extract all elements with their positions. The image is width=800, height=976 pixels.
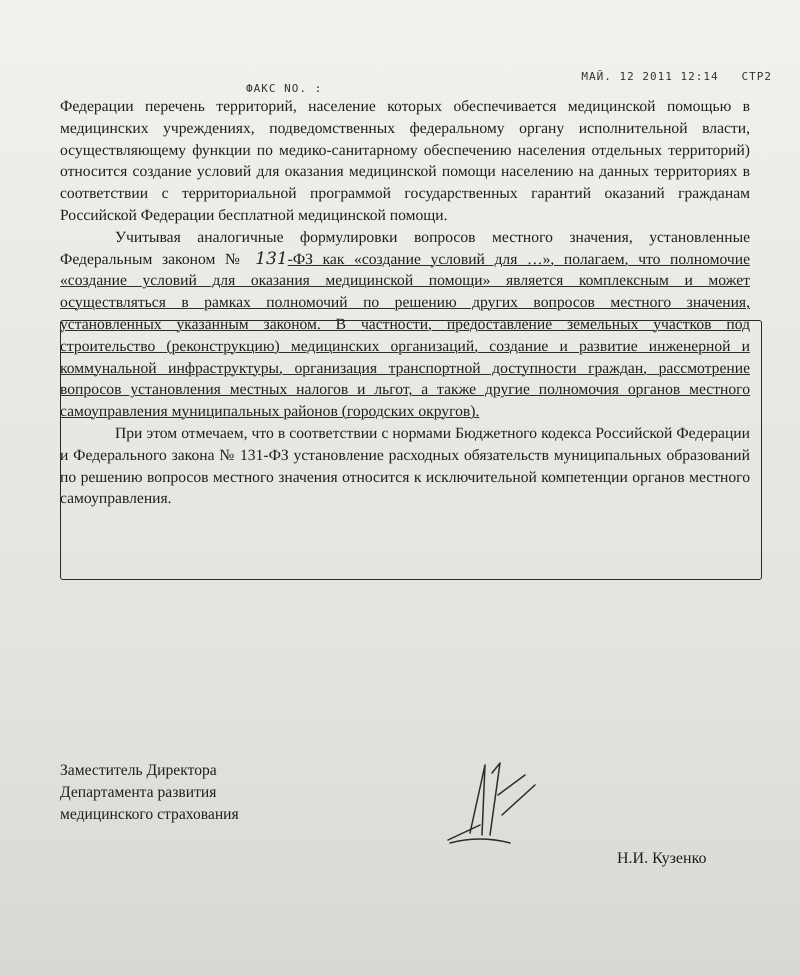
paragraph-3: При этом отмечаем, что в соответствии с нормами Бюджетного кодекса Российской Федерации и Федерального закона № 131-ФЗ установление расходных обязательств муниципальных образований по решению вопросов местного значения относится к исключительной компетенции органов местного самоуправления. xyxy=(60,424,750,508)
fax-header xyxy=(0,70,800,94)
signer-title-line-1: Заместитель Директора xyxy=(60,762,217,779)
fax-date-page xyxy=(581,70,772,83)
signer-name: Н.И. Кузенко xyxy=(617,850,707,867)
paragraph-2-body: -ФЗ как «создание условий для …», полагаем, что полномочие «создание условий для оказания медицинской помощи» является комплексным и может осуществляться в рамках полномочий по решению других вопросов местного значения, установленных указанным законом. В частности, предоставление земельных участков под строительство (реконструкцию) медицинских организаций, создание и развитие инженерной и коммунальной инфраструктуры, организация транспортной доступности граждан, рассмотрение вопросов установления местных налогов и льгот, а также другие полномочия органов местного самоуправления муниципальных районов (городских округов). xyxy=(60,250,750,421)
signer-title-line-3: медицинского страхования xyxy=(60,806,239,823)
letter-body xyxy=(60,96,750,510)
handwritten-law-number: 131 xyxy=(255,248,288,269)
paragraph-1: Федерации перечень территорий, население которых обеспечивается медицинской помощью в медицинских учреждениях, подведомственных федеральному органу исполнительной власти, осуществляющему функции по медико-санитарному обеспечению населения отдельных территорий) относится создание условий для оказания медицинской помощи населению на данных территориях в соответствии с территориальной программой государственных гарантий оказаний гражданам Российской Федерации бесплатной медицинской помощи. xyxy=(60,98,750,224)
handwritten-signature xyxy=(440,755,550,850)
fax-date: МАЙ. 12 2011 12:14 xyxy=(581,70,719,83)
paragraph-2-intro: Учитывая аналогичные формулировки вопросов местного значения, установленные Федеральным законом № xyxy=(60,228,750,268)
paragraph-2 xyxy=(60,227,750,423)
signature-title-block xyxy=(60,760,380,826)
fax-number-label: ФАКС NO. : xyxy=(246,82,323,95)
signer-title-line-2: Департамента развития xyxy=(60,784,217,801)
fax-page-number: СТР2 xyxy=(741,70,772,83)
